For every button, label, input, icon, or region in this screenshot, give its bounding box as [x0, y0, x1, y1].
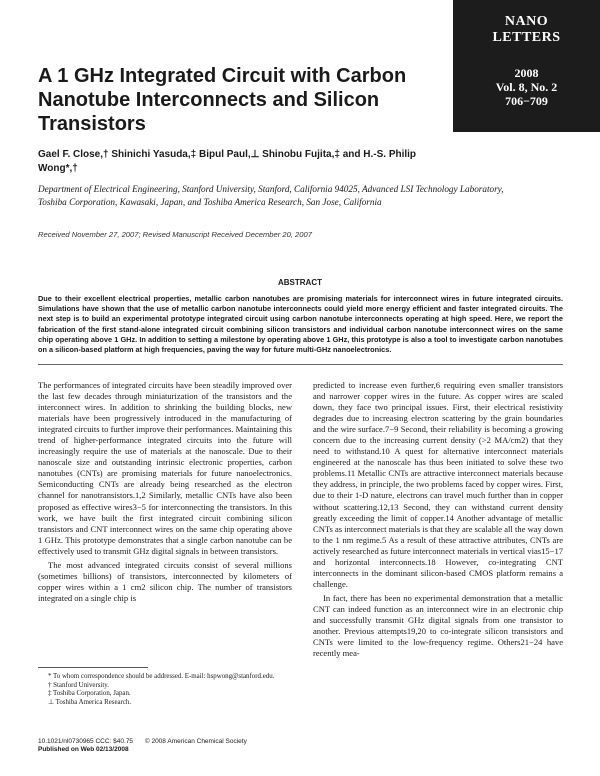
footnote-correspondence: * To whom correspondence should be addressed. E-mail: hspwong@stanford.edu.	[48, 673, 275, 680]
body-column-right	[313, 380, 563, 659]
footnote-divider	[38, 667, 148, 668]
journal-citation	[453, 66, 600, 108]
journal-name-line2: LETTERS	[492, 30, 561, 45]
paper-title: A 1 GHz Integrated Circuit with Carbon Nanotube Interconnects and Silicon Transistors	[38, 65, 407, 135]
published-date: Published on Web 02/13/2008	[38, 746, 129, 753]
abstract-heading: ABSTRACT	[278, 278, 322, 287]
body-paragraph: The most advanced integrated circuits consist of several millions (sometimes billions) of transistors, interconnected by kilometers of copper wires within a 1 cm2 silicon chip. The number of transistors integrated on a single chip is	[38, 559, 292, 603]
footnote-affiliation: † Stanford University.	[48, 681, 109, 689]
body-paragraph: predicted to increase even further,6 requiring even smaller transistors and narrower copper wires in the future. As copper wires are scaled down, they face two principal issues. First, their electrical resistivity degrades due to increasing electron scattering by the grain boundaries and the wire surface.7−9 Second, their reliability is becoming a growing concern due to the increasing current density (>2 MA/cm2) that they need to withstand.10 A quest for alternative interconnect materials engineered at the nanoscale has thus been initiated to solve these two problems.11 Metallic CNTs are attractive interconnect materials because they address, in principle, the two problems faced by copper wires. First, due to their 1-D nature, electrons can travel much further than in copper without scattering.12,13 Second, they can withstand current density greatly exceeding the limit of copper.14 Another advantage of metallic CNTs as interconnect materials is that they are scalable all the way down to the 1 nm regime.5 As a result of these attractive attributes, CNTs are actively researched as future interconnect materials in vertical vias15−17 and horizontal interconnects.18 However, co-integrating CNT interconnects in the dominant silicon-based CMOS platform remains a challenge.	[313, 380, 563, 589]
footnotes	[48, 673, 293, 707]
author-list: Gael F. Close,† Shinichi Yasuda,‡ Bipul Paul,⊥ Shinobu Fujita,‡ and H.-S. Philip Wong*,†	[38, 149, 417, 174]
abstract-text: Due to their excellent electrical properties, metallic carbon nanotubes are promising materials for interconnect wires in future integrated circuits. Simulations have shown that the use of metallic carbon nanotube interconnects could yield more energy efficient and faster integrated circuits. The next step is to build an experimental prototype integrated circuit using carbon nanotube interconnects operating at high speed. Here, we report the fabrication of the first stand-alone integrated circuit combining silicon transistors and individual carbon nanotube interconnect wires on the same chip operating above 1 GHz. In addition to setting a milestone by operating above 1 GHz, this prototype is also a tool to investigate carbon nanotubes on a silicon-based platform at high frequencies, paving the way for future multi-GHz nanoelectronics.	[38, 294, 563, 355]
journal-name	[453, 14, 600, 46]
footnote-affiliation: ‡ Toshiba Corporation, Japan.	[48, 690, 131, 698]
journal-name-line1: NANO	[504, 14, 549, 29]
doi-text: 10.1021/nl0730965 CCC: $40.75	[38, 738, 134, 745]
copyright-text: © 2008 American Chemical Society	[144, 738, 247, 745]
journal-volume: Vol. 8, No. 2	[495, 80, 558, 94]
journal-year: 2008	[514, 66, 539, 80]
affiliations: Department of Electrical Engineering, Stanford University, Stanford, California 94025, Advanced LSI Technology Laboratory, Toshiba Corporation, Kawasaki, Japan, and Toshiba America Research, San Jose, California	[38, 184, 504, 207]
body-paragraph: The performances of integrated circuits have been steadily improved over the last few decades through miniaturization of the transistors and the interconnect wires. In addition to shrinking the building blocks, new materials have been progressively introduced in the manufacturing of integrated circuits to further improve their performances. Maintaining this trend of higher-performance integrated circuits into the future will increasingly require the use of materials at the nanoscale. Due to their nanoscale size and outstanding intrinsic electronic properties, carbon nanotubes (CNTs) are promising materials for future nanoelectronics. Semiconducting CNTs are already being researched as the electron channel for nanotransistors.1,2 Similarly, metallic CNTs have also been proposed as effective wires3−5 for interconnecting the transistors. In this work, we have built the first integrated circuit combining silicon transistors and CNT interconnect wires on the same chip operating above 1 GHz. This prototype demonstrates that a single carbon nanotube can be effectively used to transmit GHz digital signals in between transistors.	[38, 380, 292, 556]
body-paragraph: In fact, there has been no experimental demonstration that a metallic CNT can indeed function as an interconnect wire in an electronic chip and successfully transmit GHz digital signals from one transistor to another. Previous attempts19,20 to co-integrate silicon transistors and CNTs were limited to the low-frequency regime. Others21−24 have recently mea-	[313, 592, 563, 659]
journal-pages: 706−709	[505, 94, 548, 108]
body-column-left	[38, 380, 292, 604]
journal-banner	[453, 0, 600, 132]
footnote-affiliation: ⊥ Toshiba America Research.	[48, 698, 132, 706]
received-dates: Received November 27, 2007; Revised Manuscript Received December 20, 2007	[38, 230, 312, 239]
doi-line	[38, 738, 257, 746]
section-divider	[38, 364, 563, 365]
